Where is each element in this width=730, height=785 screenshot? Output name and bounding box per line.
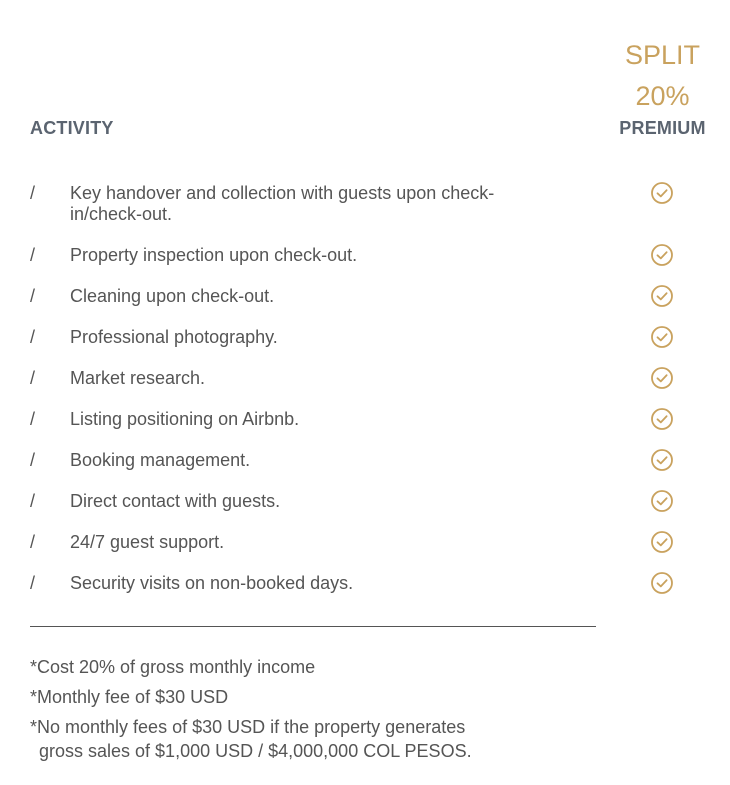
activity-label: Direct contact with guests. xyxy=(70,491,281,511)
note-cost: *Cost 20% of gross monthly income xyxy=(30,657,316,677)
row-bullet: / xyxy=(30,368,36,388)
activity-label: Property inspection upon check-out. xyxy=(70,245,358,265)
row-bullet: / xyxy=(30,532,36,552)
row-bullet: / xyxy=(30,573,36,593)
check-circle-icon xyxy=(650,181,674,205)
activity-column-header: ACTIVITY xyxy=(30,118,114,138)
activity-label: Booking management. xyxy=(70,450,251,470)
check-circle-icon xyxy=(650,243,674,267)
premium-column-header: PREMIUM xyxy=(619,118,706,138)
note-fee-waiver-line2: gross sales of $1,000 USD / $4,000,000 COL PESOS. xyxy=(39,741,472,761)
row-bullet: / xyxy=(30,409,36,429)
check-circle-icon xyxy=(650,284,674,308)
activity-label: Market research. xyxy=(70,368,206,388)
activity-label: Listing positioning on Airbnb. xyxy=(70,409,300,429)
row-bullet: / xyxy=(30,450,36,470)
row-bullet: / xyxy=(30,245,36,265)
note-fee-waiver-line1: *No monthly fees of $30 USD if the property generates xyxy=(30,717,466,737)
check-circle-icon xyxy=(650,530,674,554)
check-circle-icon xyxy=(650,325,674,349)
activity-label: 24/7 guest support. xyxy=(70,532,225,552)
activity-label: Key handover and collection with guests upon check-in/check-out. xyxy=(70,183,495,224)
note-monthly-fee: *Monthly fee of $30 USD xyxy=(30,687,229,707)
check-circle-icon xyxy=(650,407,674,431)
check-circle-icon xyxy=(650,489,674,513)
row-bullet: / xyxy=(30,183,36,203)
check-circle-icon xyxy=(650,448,674,472)
row-bullet: / xyxy=(30,491,36,511)
check-circle-icon xyxy=(650,366,674,390)
plan-name-line1: SPLIT xyxy=(624,40,701,70)
plan-name-line2: 20% xyxy=(635,81,690,111)
row-bullet: / xyxy=(30,286,36,306)
note-fee-waiver xyxy=(30,715,472,763)
divider xyxy=(30,626,596,627)
row-bullet: / xyxy=(30,327,36,347)
activity-label: Security visits on non-booked days. xyxy=(70,573,354,593)
activity-label: Cleaning upon check-out. xyxy=(70,286,275,306)
activity-label: Professional photography. xyxy=(70,327,278,347)
check-circle-icon xyxy=(650,571,674,595)
